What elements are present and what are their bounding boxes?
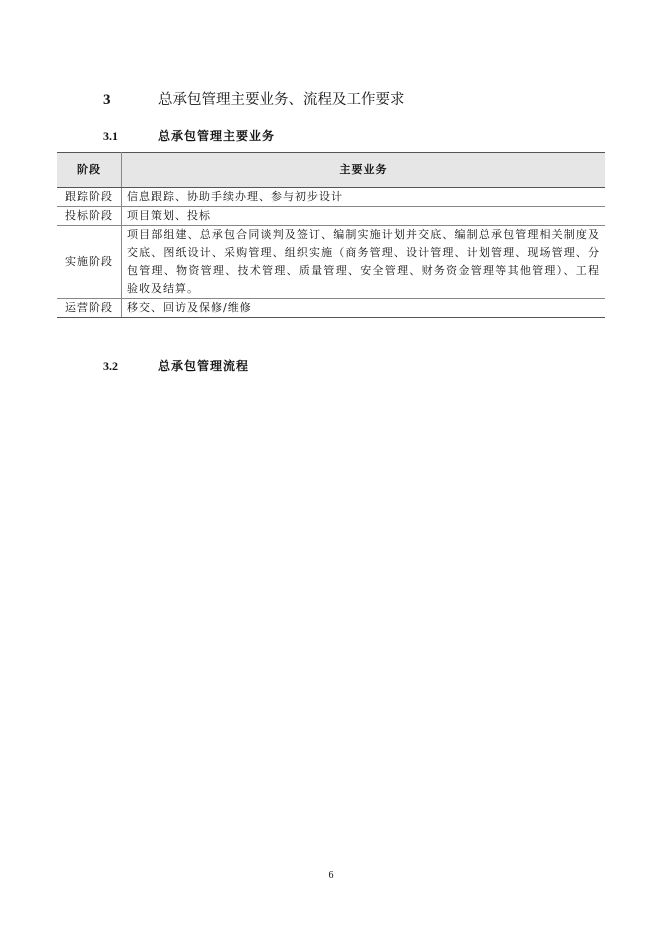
section-title: 总承包管理主要业务、流程及工作要求 xyxy=(158,92,405,108)
subsection-number: 3.2 xyxy=(103,359,118,373)
stage-cell: 投标阶段 xyxy=(57,207,122,226)
table-row xyxy=(57,188,605,207)
stage-cell: 运营阶段 xyxy=(57,299,122,318)
stage-cell: 跟踪阶段 xyxy=(57,188,122,207)
table-header-row xyxy=(57,153,605,188)
business-table xyxy=(57,152,605,318)
section-heading xyxy=(103,88,405,109)
subsection-title: 总承包管理流程 xyxy=(158,359,250,373)
table-row xyxy=(57,299,605,318)
business-cell: 移交、回访及保修/维修 xyxy=(122,299,606,318)
business-cell: 信息跟踪、协助手续办理、参与初步设计 xyxy=(122,188,606,207)
page-number: 6 xyxy=(328,870,334,881)
subsection-title: 总承包管理主要业务 xyxy=(158,129,276,143)
business-cell: 项目策划、投标 xyxy=(122,207,606,226)
subsection-heading-3-1 xyxy=(103,127,275,144)
table-row xyxy=(57,226,605,299)
header-business: 主要业务 xyxy=(122,153,606,188)
stage-cell: 实施阶段 xyxy=(57,226,122,299)
business-cell: 项目部组建、总承包合同谈判及签订、编制实施计划并交底、编制总承包管理相关制度及交底、图纸设计、采购管理、组织实施（商务管理、设计管理、计划管理、现场管理、分包管理、物资管理、技术管理、质量管理、安全管理、财务资金管理等其他管理）、工程验收及结算。 xyxy=(122,226,606,299)
header-stage: 阶段 xyxy=(57,153,122,188)
subsection-number: 3.1 xyxy=(103,129,118,143)
section-number: 3 xyxy=(103,92,111,108)
subsection-heading-3-2 xyxy=(103,357,249,374)
table-row xyxy=(57,207,605,226)
